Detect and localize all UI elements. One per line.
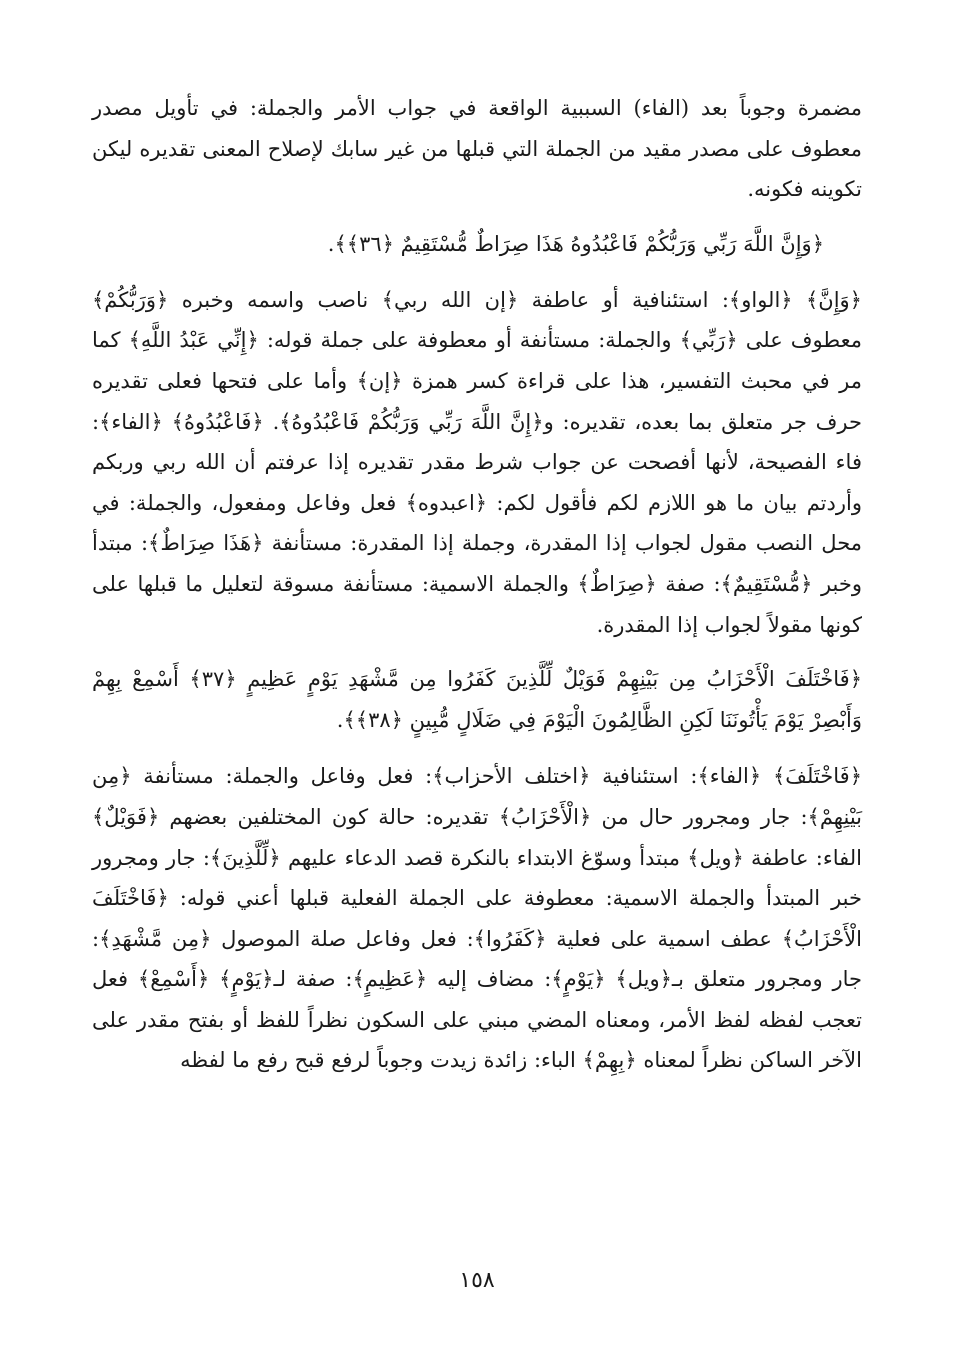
paragraph-commentary-37: ﴿فَاخْتَلَفَ﴾ ﴿الفاء﴾: استئنافية ﴿اختلف الأحزاب﴾: فعل وفاعل والجملة: مستأنفة ﴿مِن بَيْنِهِمْ﴾: جار ومجرور حال من ﴿الْأَحْزَابُ﴾ تقديره: حالة كون المختلفين بعضهم ﴿فَوَيْلٌ﴾ الفاء: عاطفة ﴿ويل﴾ مبتدأ وسوّغ الابتداء بالنكرة قصد الدعاء عليهم ﴿لِّلَّذِينَ﴾: جار ومجرور خبر المبتدأ والجملة الاسمية: معطوفة على الجملة الفعلية قبلها أعني قوله: ﴿فَاخْتَلَفَ الْأَحْزَابُ﴾ عطف اسمية على فعلية ﴿كَفَرُوا﴾: فعل وفاعل صلة الموصول ﴿مِن مَّشْهَدِ﴾: جار ومجرور متعلق بـ﴿ويل﴾ ﴿يَوْمٍ﴾: مضاف إليه ﴿عَظِيمٍ﴾: صفة لـ﴿يَوْمٍ﴾ ﴿أَسْمِعْ﴾ فعل تعجب لفظه لفظ الأمر، ومعناه المضي مبني على السكون نظراً للفظ أو بفتح مقدر على الآخر الساكن نظراً لمعناه ﴿بِهِمْ﴾ الباء: زائدة زيدت وجوباً لرفع قبح رفع ما لفظه [92,764,862,1073]
verse-36: ﴿وَإِنَّ اللَّهَ رَبِّي وَرَبُّكُمْ فَاعْبُدُوهُ هَذَا صِرَاطٌ مُّسْتَقِيمٌ ﴿٣٦﴾﴾. [327,231,824,256]
paragraph-commentary-36: ﴿وَإِنَّ﴾ ﴿الواو﴾: استئنافية أو عاطفة ﴿إن الله ربي﴾ ناصب واسمه وخبره ﴿وَرَبُّكُمْ﴾ معطوف على ﴿رَبِّي﴾ والجملة: مستأنفة أو معطوفة على جملة قوله: ﴿إِنِّي عَبْدُ اللَّهِ﴾ كما مر في محبث التفسير، هذا على قراءة كسر همزة ﴿إن﴾ وأما على فتحها فعلى تقديره حرف جر متعلق بما بعده، تقديره: و﴿إِنَّ اللَّهَ رَبِّي وَرَبُّكُمْ فَاعْبُدُوهُ﴾. ﴿فَاعْبُدُوهُ﴾ ﴿الفاء﴾: فاء الفصيحة، لأنها أفصحت عن جواب شرط مقدر تقديره إذا عرفتم أن الله ربي وربكم وأردتم بيان ما هو اللازم لكم فأقول لكم: ﴿اعبدوه﴾ فعل وفاعل ومفعول، والجملة: في محل النصب مقول لجواب إذا المقدرة، وجملة إذا المقدرة: مستأنفة ﴿هَذَا صِرَاطٌ﴾: مبتدأ وخبر ﴿مُّسْتَقِيمٌ﴾: صفة ﴿صِرَاطٌ﴾ والجملة الاسمية: مستأنفة مسوقة لتعليل ما قبلها على كونها مقولاً لجواب إذا المقدرة. [92,287,862,637]
verse-37-38: ﴿فَاخْتَلَفَ الْأَحْزَابُ مِن بَيْنِهِمْ فَوَيْلٌ لِّلَّذِينَ كَفَرُوا مِن مَّشْهَدِ يَوْمٍ عَظِيمٍ ﴿٣٧﴾ أَسْمِعْ بِهِمْ وَأَبْصِرْ يَوْمَ يَأْتُونَنَا لَكِنِ الظَّالِمُونَ الْيَوْمَ فِي ضَلَالٍ مُّبِينٍ ﴿٣٨﴾﴾. [92,667,862,732]
paragraph-1: مضمرة وجوباً بعد (الفاء) السببية الواقعة في جواب الأمر والجملة: في تأويل مصدر معطوف على مصدر مقيد من الجملة التي قبلها من غير سابك لإصلاح المعنى تقديره ليكن تكوينه فكونه. [92,96,862,202]
page-number: ١٥٨ [459,1268,495,1293]
page-body [92,88,862,1081]
